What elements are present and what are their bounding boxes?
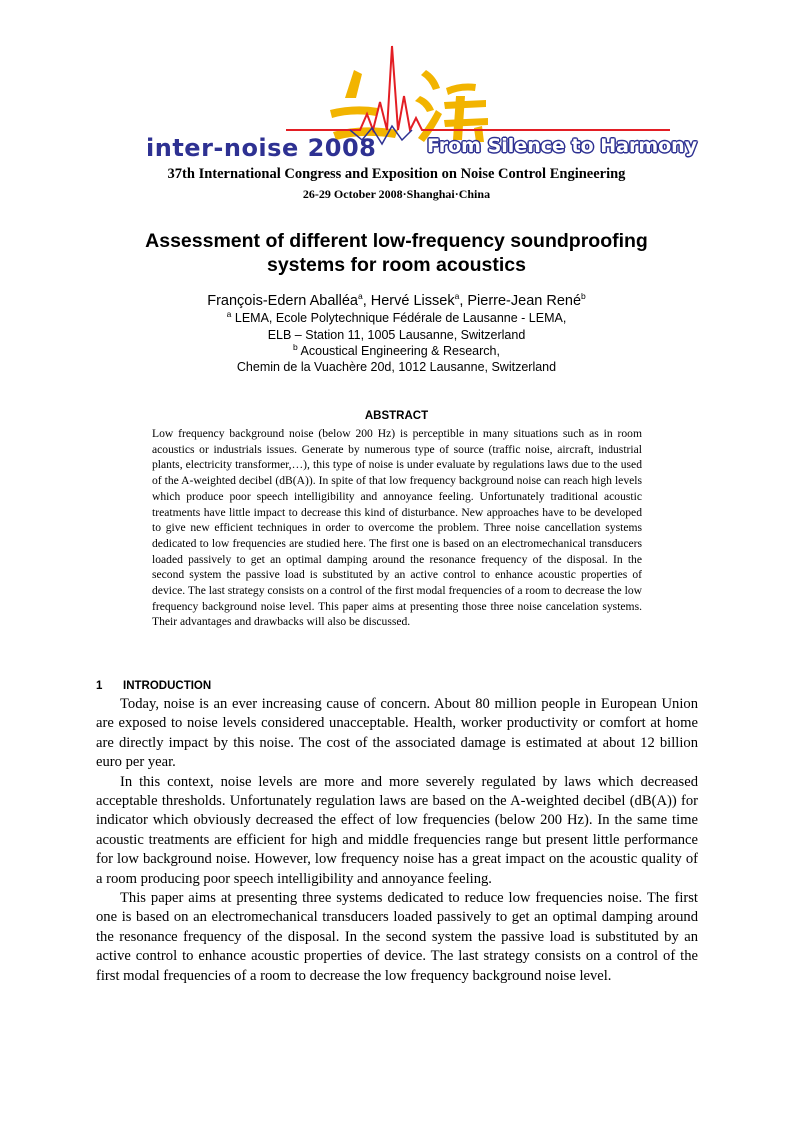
paper-title-line2: systems for room acoustics [266, 254, 526, 276]
affiliation-a-text: LEMA, Ecole Polytechnique Fédérale de Lausanne - LEMA, [234, 311, 567, 325]
affiliation-a-line1 [0, 310, 793, 326]
author-list [0, 293, 793, 309]
author-1: François-Edern Aballéa [207, 293, 358, 309]
author-2-affiliation: a [454, 291, 460, 302]
author-3: Pierre-Jean René [467, 293, 582, 309]
paragraph: Today, noise is an ever increasing cause of concern. About 80 million people in European Union are exposed to noise levels considered unacceptable. Health, worker productivity or comfort at home are directly impact by this noise. The cost of the associated damage is estimated at about 12 billion euro per year. [96, 696, 698, 771]
paper-title-line1: Assessment of different low-frequency soundproofing [145, 230, 648, 252]
paragraph: In this context, noise levels are more and more severely regulated by laws which decreased acceptable thresholds. Unfortunately regulation laws are based on the A-weighted decibel (dB(A)) for indicator which obviously decreased the effect of low frequencies (below 200 Hz). In the same time acoustic treatments are efficient for high and middle frequencies range but present little performance for low background noise. However, low frequency noise has a great impact on the acoustic quality of a room producing poor speech intelligibility and annoyance feeling. [96, 773, 698, 887]
conference-logo [140, 40, 698, 170]
affiliation-a-mark: a [226, 308, 232, 319]
affiliation-b-mark: b [293, 341, 298, 352]
section-number: 1 [96, 680, 103, 692]
author-separator: , [362, 293, 371, 309]
author-3-affiliation: b [581, 291, 586, 302]
affiliation-a-line2: ELB – Station 11, 1005 Lausanne, Switzerland [267, 328, 526, 342]
paragraph: This paper aims at presenting three systems dedicated to reduce low frequencies noise. The first one is based on an electromechanical transducers loaded passively to get an optimal damping around the resonance frequency of the disposal. In the second system the passive load is substituted by an active control to enhance acoustic properties of device. The last strategy consists on a control of the first modal frequencies of a room to decrease the low frequency background noise level. [96, 890, 698, 984]
logo-slogan: From Silence to Harmony [427, 135, 698, 157]
paper-title [100, 229, 693, 277]
section-body [96, 695, 698, 986]
section-heading [96, 680, 211, 692]
author-1-affiliation: a [357, 291, 363, 302]
conference-date: 26-29 October 2008·Shanghai·China [302, 187, 491, 201]
abstract-text: Low frequency background noise (below 200 Hz) is perceptible in many situations such as in room acoustics or industrials issues. Generate by numerous type of source (traffic noise, aircraft, industrial plants, electricity transformer,…), this type of noise is under evaluate by regulations laws due to the used of the A-weighted decibel (dB(A)). In spite of that low frequency background noise can reach high levels which produce poor speech intelligibility and annoyance feeling. Unfortunately traditional acoustic treatments have little impact to decrease this kind of disturbance. New approaches have to be developed to give new efficient techniques in order to overcome the problem. Three noise cancellation systems dedicated to low frequencies are studied here. The first one is based on an electromechanical transducers loaded passively to get an optimal damping around the resonance frequency of the disposal. In the second system the passive load is substituted by an active control to enhance acoustic properties of device. The last strategy consists on a control of the first modal frequencies of a room to decrease the low frequency background noise level. This paper aims at presenting those three noise cancelation systems. Their advantages and drawbacks will also be discussed. [152, 427, 642, 629]
logo-text: inter-noise 2008 [146, 134, 377, 162]
section-title: INTRODUCTION [123, 680, 212, 692]
affiliation-b-line1 [0, 343, 793, 359]
abstract-heading: ABSTRACT [364, 410, 429, 422]
affiliation-b-line2: Chemin de la Vuachère 20d, 1012 Lausanne, Switzerland [236, 360, 557, 374]
author-2: Hervé Lissek [370, 293, 455, 309]
affiliation-b-text: Acoustical Engineering & Research, [300, 344, 500, 358]
conference-title: 37th International Congress and Exposition on Noise Control Engineering [167, 166, 626, 182]
author-separator: , [459, 293, 468, 309]
soundwave-line [286, 46, 670, 130]
calligraphy-mark [330, 70, 488, 142]
